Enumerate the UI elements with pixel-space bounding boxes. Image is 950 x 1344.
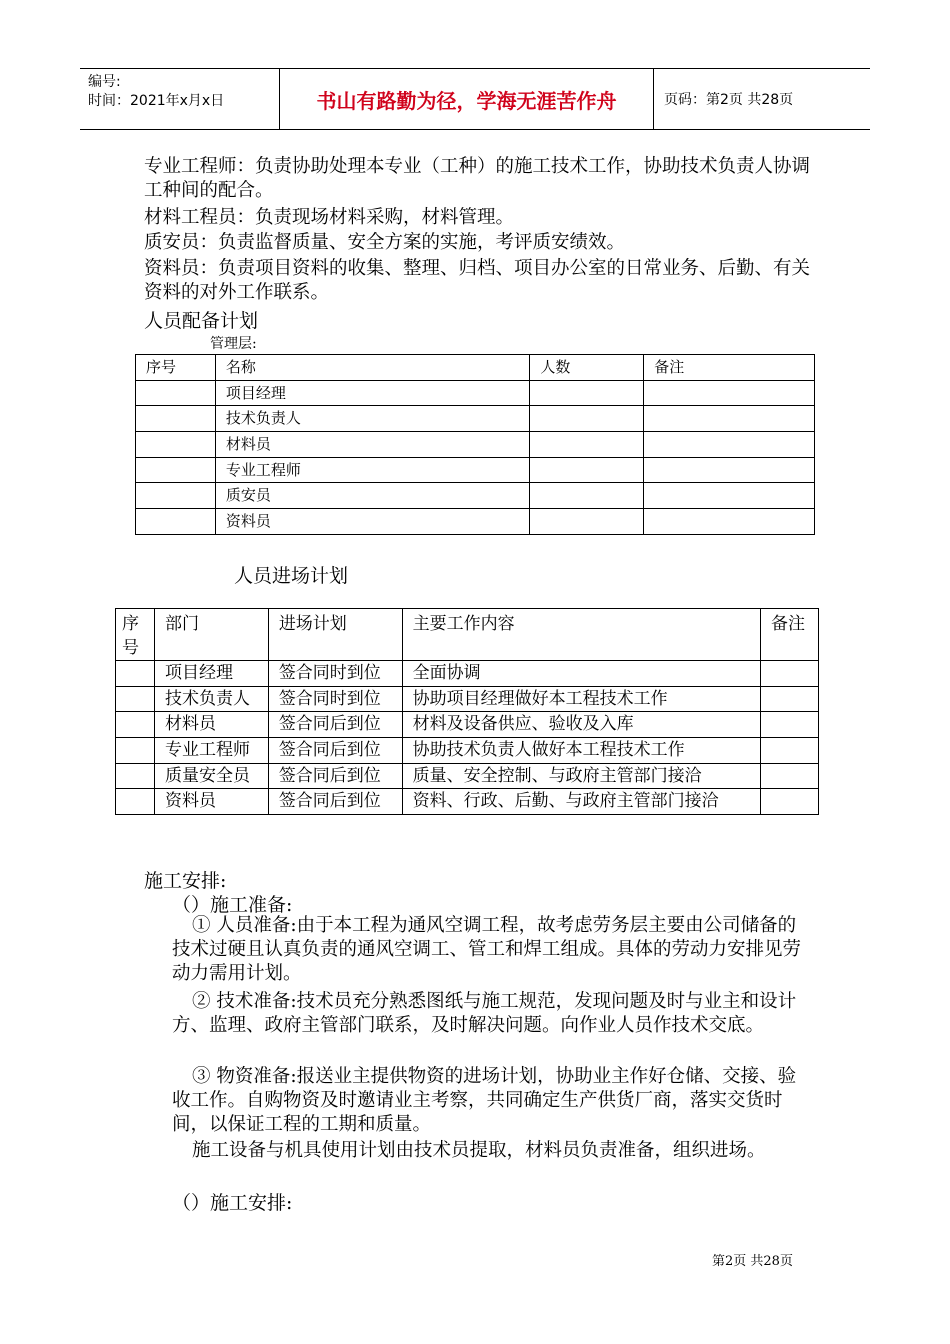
table-header-row: [136, 355, 815, 381]
dept-cell: 技术负责人: [154, 686, 268, 712]
doc-time-label: 时间：2021年x月x日: [88, 93, 225, 109]
col-header: 名称: [215, 355, 529, 381]
plan-cell: 签合同时到位: [268, 686, 402, 712]
work-cell: 协助项目经理做好本工程技术工作: [402, 686, 760, 712]
table-row: [136, 509, 815, 535]
prep-title: （）施工准备:: [172, 894, 293, 916]
role-name: 质安员: [215, 483, 529, 509]
role-name: 材料员: [215, 432, 529, 458]
doc-number-label: 编号:: [88, 74, 121, 90]
intro-paragraph-records: 资料员：负责项目资料的收集、整理、归档、项目办公室的日常业务、后勤、有关资料的对外工作联系。: [144, 258, 811, 303]
table-row: [116, 763, 819, 789]
table-row: [116, 712, 819, 738]
header-page-info: 页码：第2页 共28页: [664, 92, 794, 108]
work-cell: 资料、行政、后勤、与政府主管部门接洽: [402, 789, 760, 815]
col-header: 部门: [154, 609, 268, 661]
col-header: 备注: [644, 355, 815, 381]
table-row: [116, 661, 819, 687]
dept-cell: 专业工程师: [154, 738, 268, 764]
work-cell: 质量、安全控制、与政府主管部门接洽: [402, 763, 760, 789]
role-name: 专业工程师: [215, 457, 529, 483]
header-motto: 书山有路勤为径，学海无涯苦作舟: [280, 69, 654, 129]
table-row: [136, 406, 815, 432]
table-row: [116, 789, 819, 815]
plan-cell: 签合同时到位: [268, 661, 402, 687]
col-header: 进场计划: [268, 609, 402, 661]
intro-paragraph-engineer: 专业工程师：负责协助处理本专业（工种）的施工技术工作，协助技术负责人协调工种间的配合。: [144, 156, 811, 201]
staffing-caption: 管理层:: [210, 336, 257, 352]
plan-cell: 签合同后到位: [268, 712, 402, 738]
work-cell: 全面协调: [402, 661, 760, 687]
col-header: 序号: [116, 609, 155, 661]
col-header: 序号: [136, 355, 216, 381]
table-header-row: [116, 609, 819, 661]
plan-cell: 签合同后到位: [268, 763, 402, 789]
table-row: [116, 738, 819, 764]
work-cell: 协助技术负责人做好本工程技术工作: [402, 738, 760, 764]
prep-materials: ③ 物资准备:报送业主提供物资的进场计划，协助业主作好仓储、交接、验收工作。自购物资及时邀请业主考察，共同确定生产供货厂商，落实交货时间，以保证工程的工期和质量。: [172, 1066, 797, 1135]
entry-table: [115, 608, 819, 815]
dept-cell: 资料员: [154, 789, 268, 815]
dept-cell: 质量安全员: [154, 763, 268, 789]
table-row: [136, 483, 815, 509]
table-row: [136, 457, 815, 483]
schedule-title: （）施工安排:: [172, 1192, 293, 1214]
arrangement-title: 施工安排:: [144, 870, 227, 892]
staffing-table: [135, 354, 815, 535]
intro-paragraph-quality: 质安员：负责监督质量、安全方案的实施，考评质安绩效。: [144, 232, 626, 253]
plan-cell: 签合同后到位: [268, 738, 402, 764]
prep-technical: ② 技术准备:技术员充分熟悉图纸与施工规范，发现问题及时与业主和设计方、监理、政府主管部门联系，及时解决问题。向作业人员作技术交底。: [172, 991, 797, 1036]
role-name: 资料员: [215, 509, 529, 535]
role-name: 技术负责人: [215, 406, 529, 432]
entry-title: 人员进场计划: [234, 565, 349, 587]
page-header: [80, 68, 870, 130]
table-row: [136, 380, 815, 406]
prep-personnel: ① 人员准备:由于本工程为通风空调工程，故考虑劳务层主要由公司储备的技术过硬且认真负责的通风空调工、管工和焊工组成。具体的劳动力安排见劳动力需用计划。: [172, 915, 802, 984]
dept-cell: 材料员: [154, 712, 268, 738]
header-meta: [80, 69, 280, 129]
role-name: 项目经理: [215, 380, 529, 406]
work-cell: 材料及设备供应、验收及入库: [402, 712, 760, 738]
col-header: 备注: [761, 609, 819, 661]
col-header: 人数: [530, 355, 644, 381]
table-row: [136, 432, 815, 458]
dept-cell: 项目经理: [154, 661, 268, 687]
table-row: [116, 686, 819, 712]
page-footer: 第2页 共28页: [712, 1254, 793, 1269]
staffing-title: 人员配备计划: [144, 310, 259, 332]
intro-paragraph-material: 材料工程员：负责现场材料采购，材料管理。: [144, 207, 515, 228]
prep-equipment: 施工设备与机具使用计划由技术员提取，材料员负责准备，组织进场。: [192, 1140, 766, 1161]
col-header: 主要工作内容: [402, 609, 760, 661]
plan-cell: 签合同后到位: [268, 789, 402, 815]
